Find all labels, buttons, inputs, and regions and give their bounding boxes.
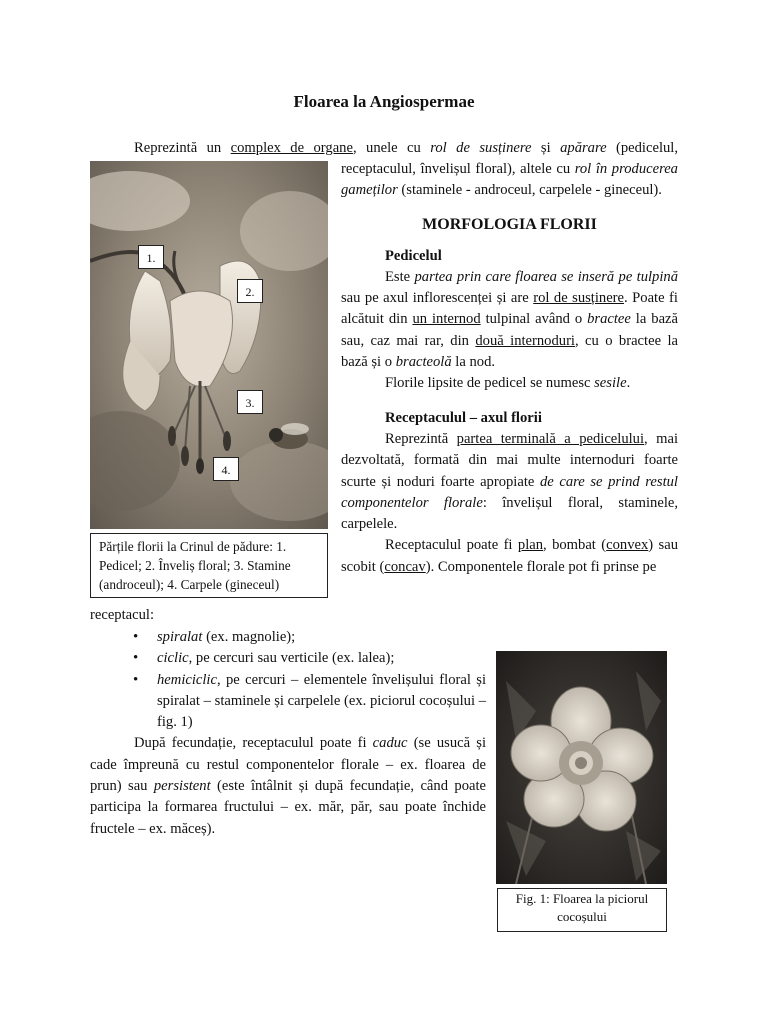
buttercup-photo (496, 651, 667, 884)
after-fecundation-paragraph: După fecundație, receptaculul poate fi caduc (se usucă și cade împreună cu restul componentelor florale – ex. floarea de prun) sau persistent (este întâlnit și după fecundație, când poate participa la formarea fructului – ex. măr, păr, sau poate închide fructele – ex. măceș). (90, 735, 486, 837)
pedicel-paragraph-1: Este partea prin care floarea se inseră pe tulpină sau pe axul inflorescenței și are rol de susținere. Poate fi alcătuit din un internod tulpinal având o bractee la bază sau, caz mai rar, din două internoduri, cu o bractee la bază și o bracteolă la nod. (341, 268, 678, 371)
lily-flower-image (90, 161, 328, 529)
right-column (341, 159, 678, 578)
receptacle-types-list (90, 627, 486, 733)
label-stamens: 3. (237, 390, 263, 414)
label-pedicel: 1. (138, 245, 164, 269)
pedicel-heading: Pedicelul (385, 247, 442, 264)
receptacul-paragraph-1: Reprezintă partea terminală a pedicelului, mai dezvoltată, formată din mai multe internoduri foarte scurte și noduri foarte apropiate de care se prind restul componentelor florale: învelișul floral, staminele, carpelele. (341, 430, 678, 533)
receptacul-heading: Receptaculul – axul florii (385, 409, 542, 426)
buttercup-caption: Fig. 1: Floarea la piciorul cocoșului (497, 888, 667, 932)
list-item: • ciclic, pe cercuri sau verticile (ex. lalea); (90, 648, 486, 669)
label-perianth: 2. (237, 279, 263, 303)
receptacul-continuation: receptacul: (90, 607, 155, 623)
list-item: • spiralat (ex. magnolie); (90, 627, 486, 648)
buttercup-flower-image (496, 651, 667, 884)
pedicel-paragraph-2: Florile lipsite de pedicel se numesc sesile. (385, 375, 631, 392)
intro-continuation: receptaculul, învelișul floral), altele cu rol în producerea gameților (staminele - androceul, carpelele - gineceul). (341, 161, 678, 199)
intro-line-1: Reprezintă un complex de organe, unele cu rol de susținere și apărare (pedicelul, (134, 140, 678, 156)
document-title: Floarea la Angiospermae (293, 92, 475, 111)
receptacul-paragraph-2: Receptaculul poate fi plan, bombat (convex) sau scobit (concav). Componentele florale pot fi prinse pe (341, 537, 678, 575)
label-carpels: 4. (213, 457, 239, 481)
lower-left-column (90, 627, 486, 840)
underlined-term: complex de organe (230, 140, 353, 156)
section-heading: MORFOLOGIA FLORII (422, 215, 597, 233)
list-item: • hemiciclic, pe cercuri – elementele învelișului floral și spiralat – staminele și carpelele (ex. piciorul cocoșului – fig. 1) (90, 670, 486, 734)
lily-photo (90, 161, 328, 529)
lily-caption: Părțile florii la Crinul de pădure: 1. Pedicel; 2. Înveliș floral; 3. Stamine (androceul); 4. Carpele (gineceul) (90, 533, 328, 598)
